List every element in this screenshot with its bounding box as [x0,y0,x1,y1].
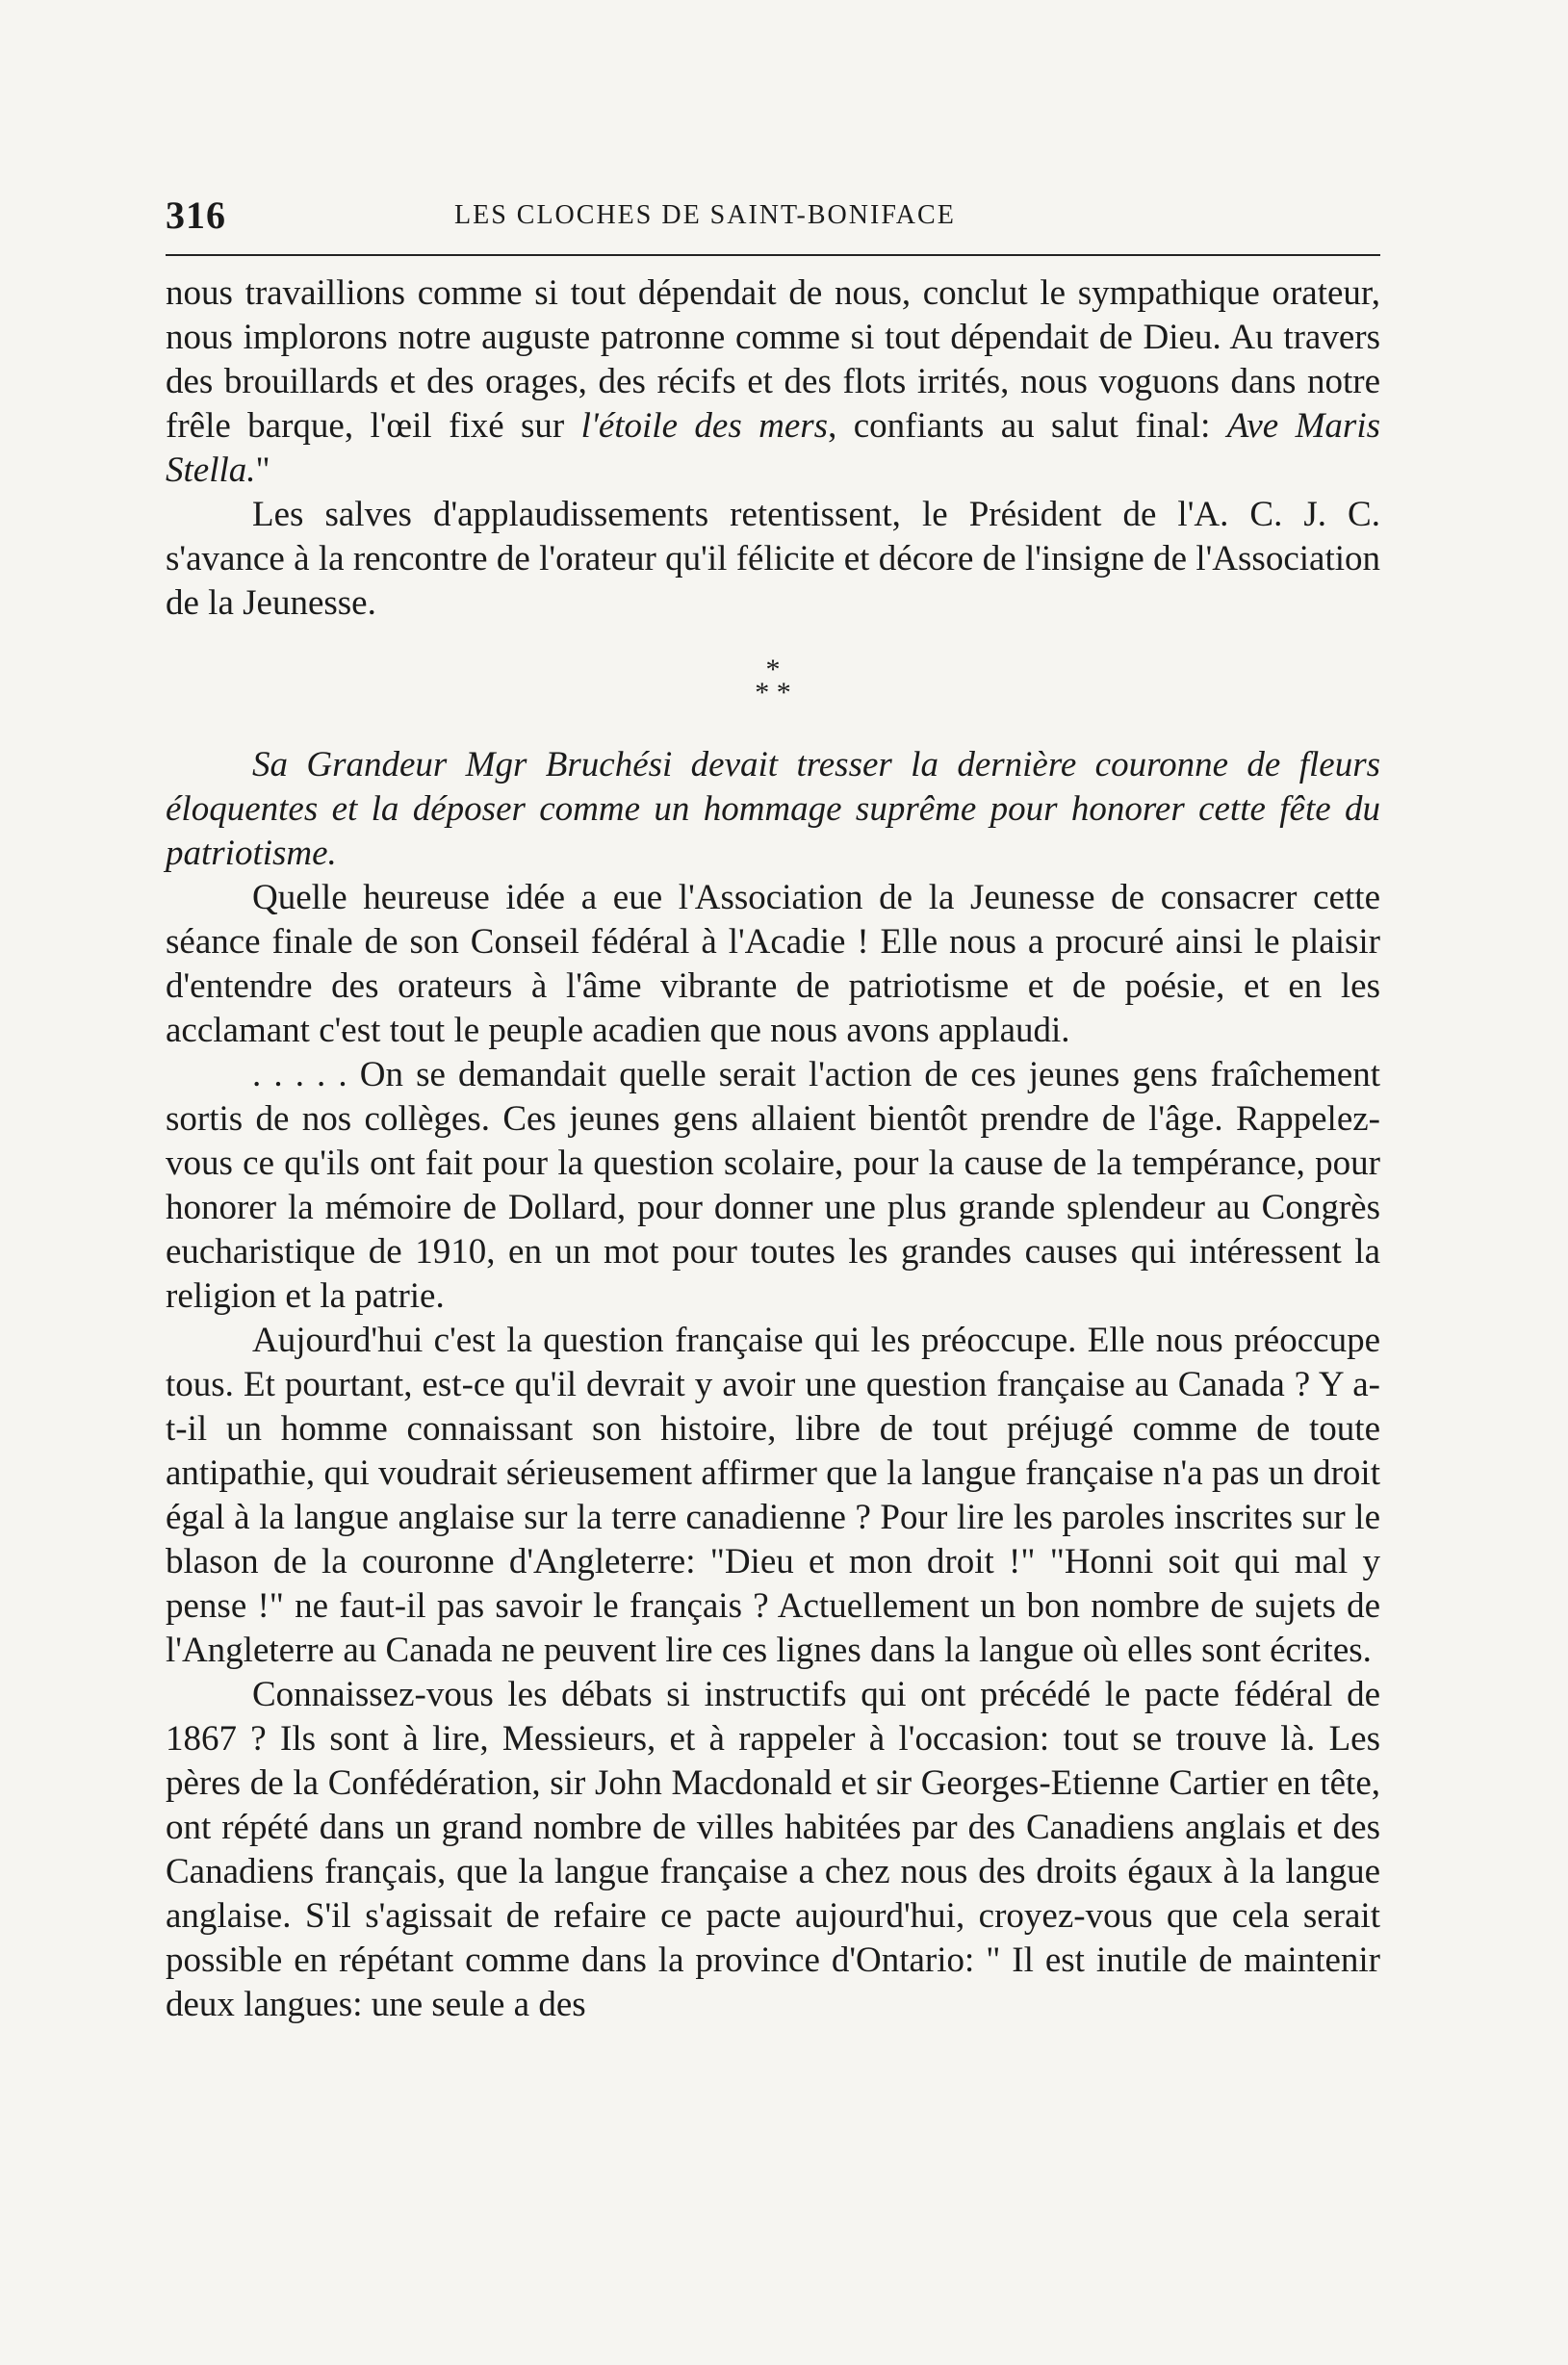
paragraph: Les salves d'applaudissements retentissent, le Président de l'A. C. J. C. s'avance à la rencontre de l'orateur qu'il félicite et décore de l'insigne de l'Association de la Jeunesse. [166,495,1380,623]
paragraph-continued [166,271,1380,493]
paragraph-text: , confiants au salut final: [828,406,1227,446]
page-number: 316 [166,193,226,237]
italic-phrase: l'étoile des mers [580,406,829,446]
section-asterism [166,654,1380,708]
paragraph: Aujourd'hui c'est la question française qui les préoccupe. Elle nous préoccupe tous. Et pourtant, est-ce qu'il devrait y avoir une question française au Canada ? Y a-t-il un homme connaissant son histoire, libre de tout préjugé comme de toute antipathie, qui voudrait sérieusement affirmer que la langue française n'a pas un droit égal à la langue anglaise sur la terre canadienne ? Pour lire les paroles inscrites sur le blason de la couronne d'Angleterre: "Dieu et mon droit !" "Honni soit qui mal y pense !" ne faut-il pas savoir le français ? Actuellement un bon nombre de sujets de l'Angleterre au Canada ne peuvent lire ces lignes dans la langue où elles sont écrites. [166,1321,1380,1670]
header-rule [166,254,1380,256]
italic-intro: Sa Grandeur Mgr Bruchési devait tresser la dernière couronne de fleurs éloquentes et la déposer comme un hommage suprême pour honorer cette fête du patriotisme. [166,745,1380,873]
paragraph: . . . . . On se demandait quelle serait l'action de ces jeunes gens fraîchement sortis de nos collèges. Ces jeunes gens allaient bientôt prendre de l'âge. Rappelez-vous ce qu'ils ont fait pour la question scolaire, pour la cause de la tempérance, pour honorer la mémoire de Dollard, pour donner une plus grande splendeur au Congrès eucharistique de 1910, en un mot pour toutes les grandes causes qui intéressent la religion et la patrie. [166,1055,1380,1316]
body-text [166,271,1380,2027]
paragraph: Quelle heureuse idée a eue l'Association de la Jeunesse de consacrer cette séance finale de son Conseil fédéral à l'Acadie ! Elle nous a procuré ainsi le plaisir d'entendre des orateurs à l'âme vibrante de patriotisme et de poésie, et en les acclamant c'est tout le peuple acadien que nous avons applaudi. [166,878,1380,1050]
closing-quote: " [255,450,270,490]
asterism-top: * [765,654,781,685]
running-title: LES CLOCHES DE SAINT-BONIFACE [454,200,956,230]
asterism-bottom: * * [755,677,791,708]
paragraph-text: nous travaillions comme si tout dépendait de nous, conclut le sympathique orateur, nous implorons notre auguste patronne comme si tout dépendait de Dieu. Au travers des brouillards et des orages, des récifs et des flots irrités, nous voguons dans notre frêle barque, l'œil fixé sur [166,273,1380,446]
italic-phrase: Ave Maris Stella. [166,406,1380,490]
running-head [166,193,1380,246]
paragraph: Connaissez-vous les débats si instructifs qui ont précédé le pacte fédéral de 1867 ? Ils sont à lire, Messieurs, et à rappeler à l'occasion: tout se trouve là. Les pères de la Confédération, sir John Macdonald et sir Georges-Etienne Cartier en tête, ont répété dans un grand nombre de villes habitées par des Canadiens anglais et des Canadiens français, que la langue française a chez nous des droits égaux à la langue anglaise. S'il s'agissait de refaire ce pacte aujourd'hui, croyez-vous que cela serait possible en répétant comme dans la province d'Ontario: " Il est inutile de maintenir deux langues: une seule a des [166,1675,1380,2024]
